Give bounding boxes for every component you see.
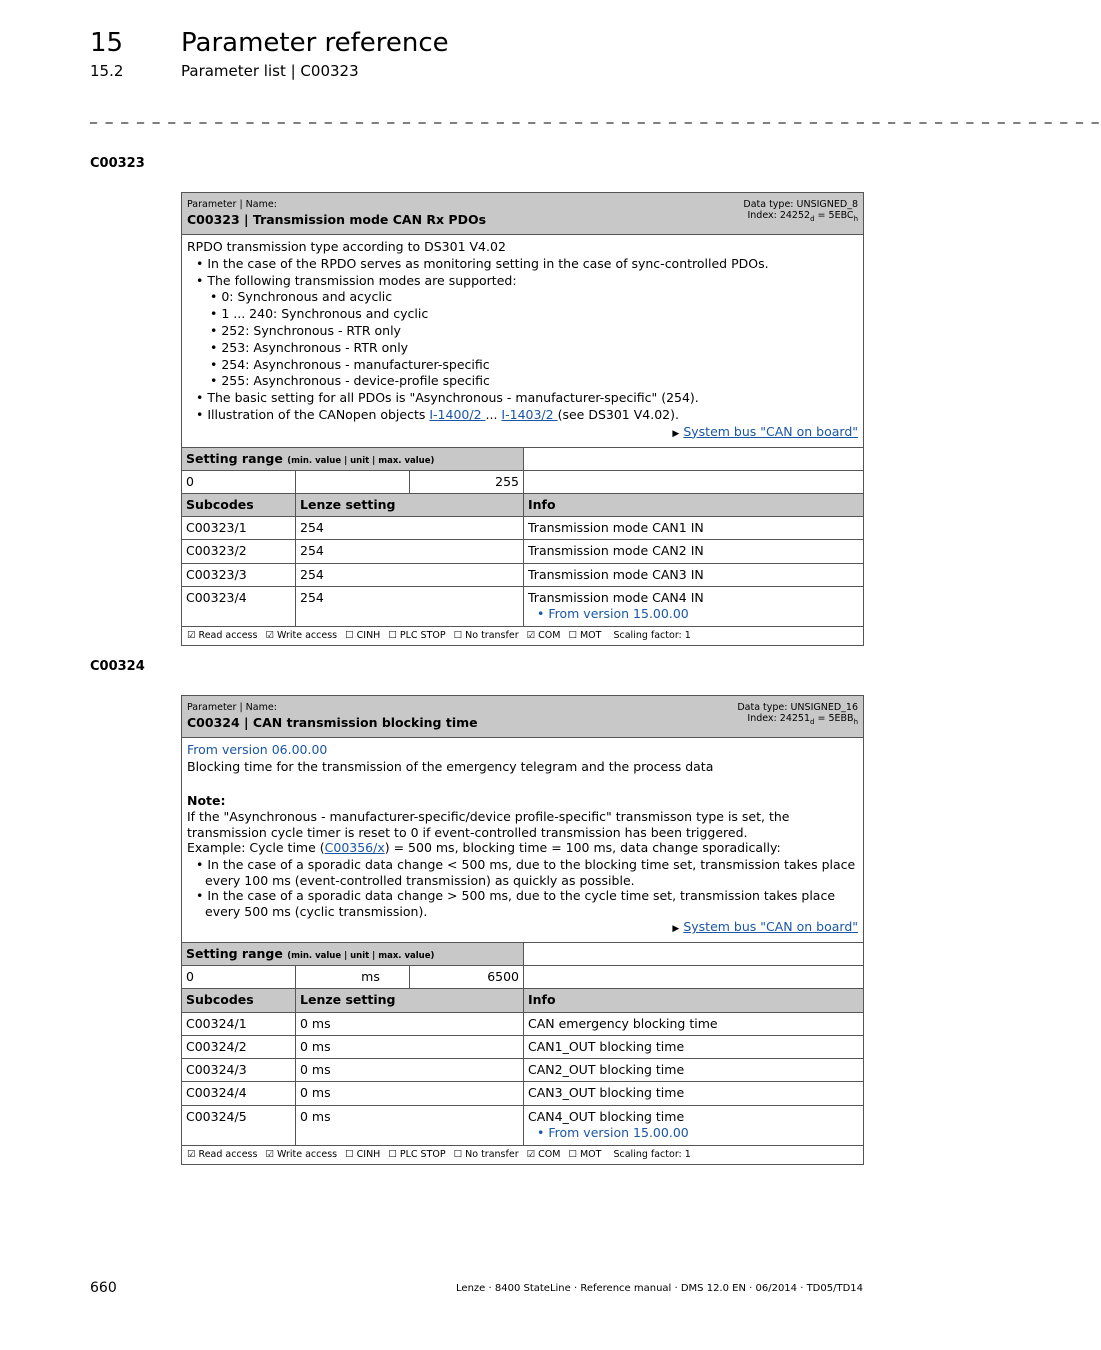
list-item: • Illustration of the CANopen objects I-1400/2 ... I-1403/2 (see DS301 V4.02). [196,406,679,422]
param-heading-c00323: C00323 [90,156,145,171]
param-description [182,235,863,447]
param-name: C00324 | CAN transmission blocking time [187,715,478,730]
version-note: From version 06.00.00 [187,742,328,757]
range-max: 255 [410,471,524,493]
param-header [182,193,863,235]
chapter-title: Parameter reference [181,28,449,58]
col-lenze: Lenze setting [296,989,524,1011]
param-name: C00323 | Transmission mode CAN Rx PDOs [187,212,487,227]
table-row: C00324/3 0 ms CAN2_OUT blocking time [182,1058,863,1081]
system-bus-link[interactable]: System bus "CAN on board" [683,423,858,439]
setting-range-values-row [182,965,863,988]
table-row: C00324/1 0 ms CAN emergency blocking time [182,1012,863,1035]
param-index: Index: $24252_d = 5EBC_h$ [747,210,858,223]
param-description [182,738,863,942]
system-bus-link[interactable]: System bus "CAN on board" [683,919,858,935]
setting-range-values-row [182,470,863,493]
setting-range-header-row [182,942,863,965]
table-row: C00323/3 254 Transmission mode CAN3 IN [182,563,863,586]
page-number: 660 [90,1280,117,1296]
col-info: Info [528,992,556,1008]
col-lenze: Lenze setting [296,494,524,516]
table-row: C00323/2 254 Transmission mode CAN2 IN [182,539,863,562]
note-text: If the "Asynchronous - manufacturer-specific/device profile-specific" transmisson type is set, the transmission cycle timer is reset to 0 if event-controlled transmission has been triggered. [187,809,790,840]
data-type: Data type: UNSIGNED_16 [737,702,858,713]
example-text: Example: Cycle time (C00356/x) = 500 ms, blocking time = 100 ms, data change sporadically: [187,840,781,856]
param-index: Index: $24251_d = 5EBB_h$ [747,713,858,726]
col-info: Info [528,496,556,512]
table-row: C00324/5 0 ms CAN4_OUT blocking time • From version 15.00.00 [182,1105,863,1145]
param-header [182,696,863,738]
range-unit: ms [296,966,410,988]
table-row: C00323/1 254 Transmission mode CAN1 IN [182,516,863,539]
list-item: • 252: Synchronous - RTR only [210,322,401,338]
list-item: • 253: Asynchronous - RTR only [210,339,409,355]
param-table-c00324 [181,695,864,1165]
sysbus-link-row [187,919,858,938]
col-subcodes: Subcodes [182,989,296,1011]
version-note: • From version 15.00.00 [537,1124,689,1140]
range-unit [296,471,410,493]
section-title: Parameter list | C00323 [181,62,359,80]
link-c00356[interactable]: C00356/x [324,840,385,856]
list-item: • In the case of a sporadic data change > 500 ms, due to the cycle time set, transmission takes place every 500 ms (cyclic transmission). [196,888,836,919]
access-flags: ☑ Read access ☑ Write access ☐ CINH ☐ PLC STOP ☐ No transfer ☑ COM ☐ MOT Scaling factor: 1 [182,1145,863,1164]
header-divider: _ _ _ _ _ _ _ _ _ _ _ _ _ _ _ _ _ _ _ _ _ _ _ _ _ _ _ _ _ _ _ _ _ _ _ _ _ _ _ _ _ _ _ _ _ _ _ _ _ _ _ _ _ _ _ _ _ _ _ _ _ _ _ _ _ [90,108,1101,124]
version-note: • From version 15.00.00 [537,606,689,622]
range-max: 6500 [410,966,524,988]
list-item: • 1 ... 240: Synchronous and cyclic [210,306,429,322]
range-min: 0 [182,966,296,988]
list-item: • The following transmission modes are supported: [196,272,517,288]
description-text: Blocking time for the transmission of the emergency telegram and the process data [187,758,714,774]
link-i-1400[interactable]: I-1400/2 [429,406,486,422]
arrow-right-icon: ▶ [672,924,680,935]
list-item: • 0: Synchronous and acyclic [210,289,393,305]
param-name-label: Parameter | Name: [187,199,277,210]
subcode-header-row [182,988,863,1011]
sysbus-link-row [187,424,858,443]
table-row: C00324/4 0 ms CAN3_OUT blocking time [182,1081,863,1104]
param-name-label: Parameter | Name: [187,702,277,713]
link-i-1403[interactable]: I-1403/2 [501,406,558,422]
setting-range-header-row [182,447,863,470]
note-label: Note: [187,792,226,808]
col-subcodes: Subcodes [182,494,296,516]
subcode-header-row [182,493,863,516]
arrow-right-icon: ▶ [672,428,680,439]
list-item: • In the case of a sporadic data change < 500 ms, due to the blocking time set, transmission takes place every 100 ms (event-controlled transmission) as quickly as possible. [196,857,856,888]
data-type: Data type: UNSIGNED_8 [743,199,858,210]
access-flags: ☑ Read access ☑ Write access ☐ CINH ☐ PLC STOP ☐ No transfer ☑ COM ☐ MOT Scaling factor: 1 [182,626,863,645]
table-row: C00324/2 0 ms CAN1_OUT blocking time [182,1035,863,1058]
list-item: • 255: Asynchronous - device-profile specific [210,373,490,389]
list-item: • The basic setting for all PDOs is "Asynchronous - manufacturer-specific" (254). [196,390,699,406]
section-number: 15.2 [90,62,124,80]
chapter-number: 15 [90,28,124,58]
range-min: 0 [182,471,296,493]
setting-range-label: Setting range (min. value | unit | max. value) [182,448,524,470]
document-info: Lenze · 8400 StateLine · Reference manual · DMS 12.0 EN · 06/2014 · TD05/TD14 [456,1283,863,1294]
param-heading-c00324: C00324 [90,659,145,674]
list-item: • In the case of the RPDO serves as monitoring setting in the case of sync-controlled PDOs. [196,255,769,271]
description-intro: RPDO transmission type according to DS301 V4.02 [187,239,506,254]
param-table-c00323 [181,192,864,646]
table-row: C00323/4 254 Transmission mode CAN4 IN • From version 15.00.00 [182,586,863,626]
setting-range-label: Setting range (min. value | unit | max. value) [182,943,524,965]
list-item: • 254: Asynchronous - manufacturer-specific [210,356,490,372]
